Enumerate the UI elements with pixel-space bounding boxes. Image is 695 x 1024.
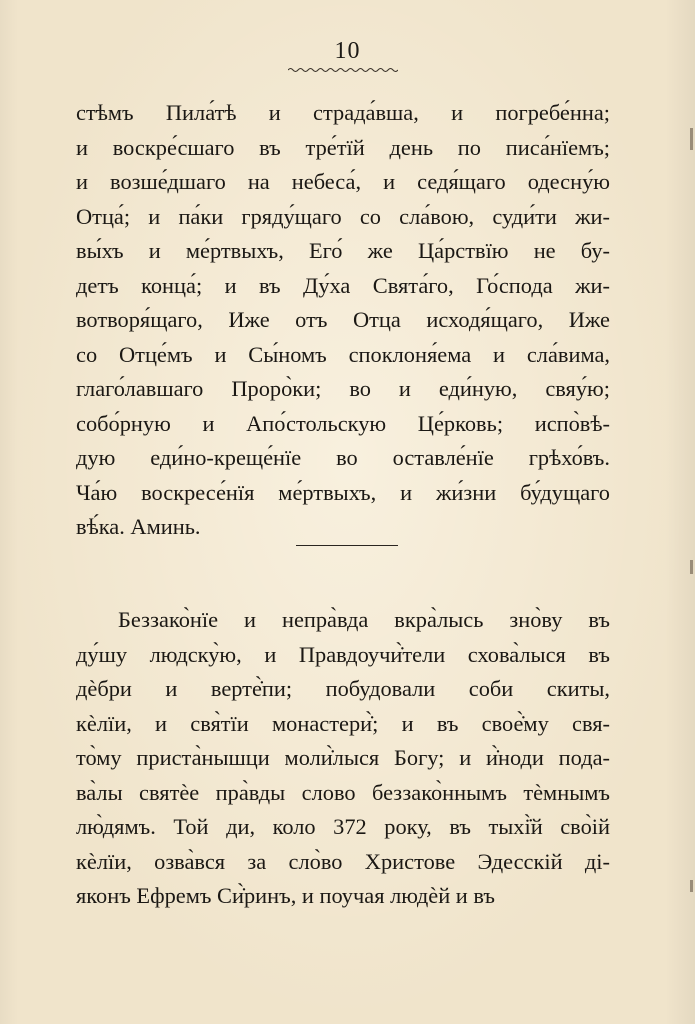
text-line: вы́хъ и ме́ртвыхъ, Его́ же Ца́рствїю не бу-: [76, 238, 610, 263]
text-line: то̀му приста̀нышци моли̇̀лыся Богу; и и̇̀ноди пода-: [76, 745, 610, 770]
text-line: кѐлїи, озва̀вся за сло̀во Христове Эдесскій ді-: [76, 848, 610, 874]
text-line: детъ конца́; и въ Ду́ха Свята́го, Го́спода жи-: [76, 272, 610, 298]
text-line: дую еди́но-креще́нїе во оставле́нїе грѣхо́въ.: [76, 445, 610, 470]
paragraph-creed: [76, 96, 610, 545]
text-line: ва̀лы святѐе пра̀вды слово беззако̀ннымъ тѐмнымъ: [76, 779, 610, 805]
text-line: Ча́ю воскресе́нїя ме́ртвыхъ, и жи́зни бу́дущаго: [76, 479, 610, 505]
text-line: и воскре́сшаго въ тре́тїй день по писа́нїемъ;: [76, 134, 610, 160]
text-line: яконъ Ефремъ Си̇̀ринъ, и поучая людѐй и въ: [76, 883, 495, 908]
page-edge-speck: [690, 128, 693, 150]
text-line: собо́рную и Апо́стольскую Це́рковь; испо̀вѣ-: [76, 410, 610, 436]
text-line: Беззако̀нїе и непра̀вда вкра̀лысь зно̀ву въ: [118, 607, 610, 632]
text-line: и возше́дшаго на небеса́, и седя́щаго одесну́ю: [76, 169, 610, 194]
text-line: ду́шу людску̀ю, и Правдоучи̇̀тели схова̀лыся въ: [76, 641, 610, 667]
text-line: вотворя́щаго, Иже отъ Отца исходя́щаго, Иже: [76, 307, 610, 332]
section-separator-rule: [296, 545, 398, 546]
text-line: стѣмъ Пила́тѣ и страда́вша, и погребе́нна;: [76, 100, 610, 125]
wavy-rule-ornament: [288, 66, 398, 74]
text-line: вѣ́ка. Аминь.: [76, 514, 201, 539]
page-number: 10: [334, 38, 361, 64]
page-edge-speck: [690, 560, 693, 574]
text-line: глаго́лавшаго Проро̀ки; во и еди́ную, свяу́ю;: [76, 376, 610, 401]
page-edge-speck: [690, 880, 693, 892]
text-line: лю̀дямъ. Той ди, коло 372 року, въ тыхі̇̀й сво̀ій: [76, 814, 610, 839]
text-line: дѐбри и верте̇̀пи; побудовали соби скиты,: [76, 676, 610, 701]
paragraph-narrative: [76, 603, 610, 914]
text-line: со Отце́мъ и Сы́номъ споклоня́ема и сла́вима,: [76, 341, 610, 367]
text-line: кѐлїи, и свя̀тїи монастери̇̀; и въ свое̇̀му свя-: [76, 710, 610, 736]
text-line: Отца́; и па́ки гряду́щаго со сла́вою, суди́ти жи-: [76, 203, 610, 229]
